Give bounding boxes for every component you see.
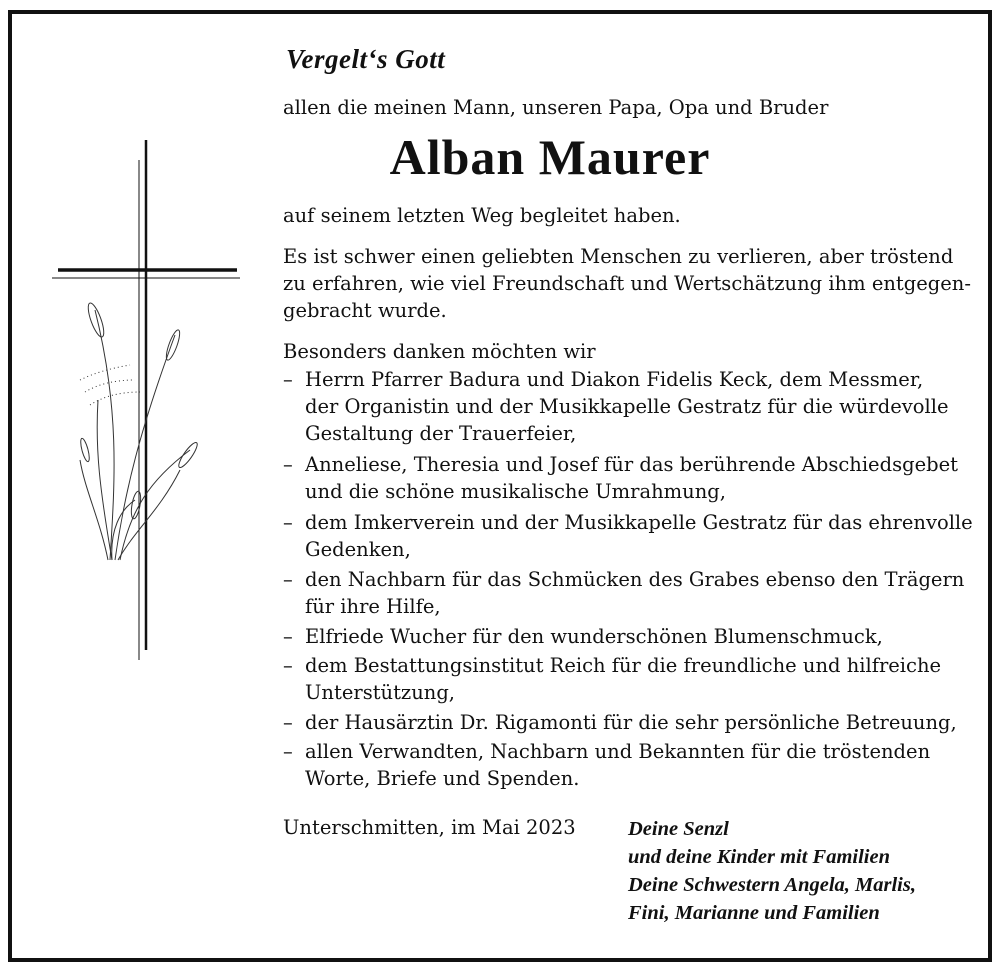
dash: – [283,568,293,591]
cross-icon [52,140,240,660]
dash: – [283,625,293,648]
list-item-continuation: Gedenken, [305,538,411,561]
thanks-intro: Besonders danken möchten wir [283,340,596,363]
list-item-text: dem Bestattungsinstitut Reich für die freundliche und hilfreiche [305,654,942,677]
list-item-text: Herrn Pfarrer Badura und Diakon Fidelis Keck, dem Messmer, [305,368,924,391]
dash: – [283,711,293,734]
list-item [283,652,941,679]
list-item-continuation: Worte, Briefe und Spenden. [305,767,580,790]
list-item-continuation: Unterstützung, [305,681,456,704]
list-item-text: der Hausärztin Dr. Rigamonti für die sehr persönliche Betreuung, [305,711,957,734]
cross-with-grass-icon [40,130,250,670]
heading: Vergelt‘s Gott [286,44,446,74]
list-item [283,566,964,593]
list-item [283,709,957,736]
signature-line: Deine Senzl [628,818,729,840]
paragraph-line: zu erfahren, wie viel Freundschaft und Wertschätzung ihm entgegen- [283,272,971,295]
dash: – [283,453,293,476]
list-item-text: Anneliese, Theresia und Josef für das berührende Abschiedsgebet [305,453,958,476]
deceased-name: Alban Maurer [389,129,711,185]
dash: – [283,368,293,391]
list-item [283,366,923,393]
list-item-continuation: der Organistin und der Musikkapelle Gestratz für die würdevolle [305,395,949,418]
list-item [283,738,930,765]
list-item-continuation: Gestaltung der Trauerfeier, [305,422,577,445]
list-item-text: allen Verwandten, Nachbarn und Bekannten für die tröstenden [305,740,931,763]
paragraph-line: gebracht wurde. [283,299,447,322]
dash: – [283,740,293,763]
signature-line: und deine Kinder mit Familien [628,846,890,868]
list-item [283,623,883,650]
paragraph-line: Es ist schwer einen geliebten Menschen zu verlieren, aber tröstend [283,245,954,268]
list-item-text: Elfriede Wucher für den wunderschönen Blumenschmuck, [305,625,883,648]
intro-line: allen die meinen Mann, unseren Papa, Opa und Bruder [283,96,829,119]
list-item-continuation: für ihre Hilfe, [305,595,441,618]
list-item [283,509,973,536]
list-item [283,451,958,478]
dash: – [283,511,293,534]
after-name-line: auf seinem letzten Weg begleitet haben. [283,204,681,227]
list-item-continuation: und die schöne musikalische Umrahmung, [305,480,726,503]
dash: – [283,654,293,677]
signature-line: Deine Schwestern Angela, Marlis, [628,874,916,896]
signature-line: Fini, Marianne und Familien [628,902,880,924]
list-item-text: den Nachbarn für das Schmücken des Grabes ebenso den Trägern [305,568,965,591]
list-item-text: dem Imkerverein und der Musikkapelle Gestratz für das ehrenvolle [305,511,973,534]
place-date: Unterschmitten, im Mai 2023 [283,816,576,839]
